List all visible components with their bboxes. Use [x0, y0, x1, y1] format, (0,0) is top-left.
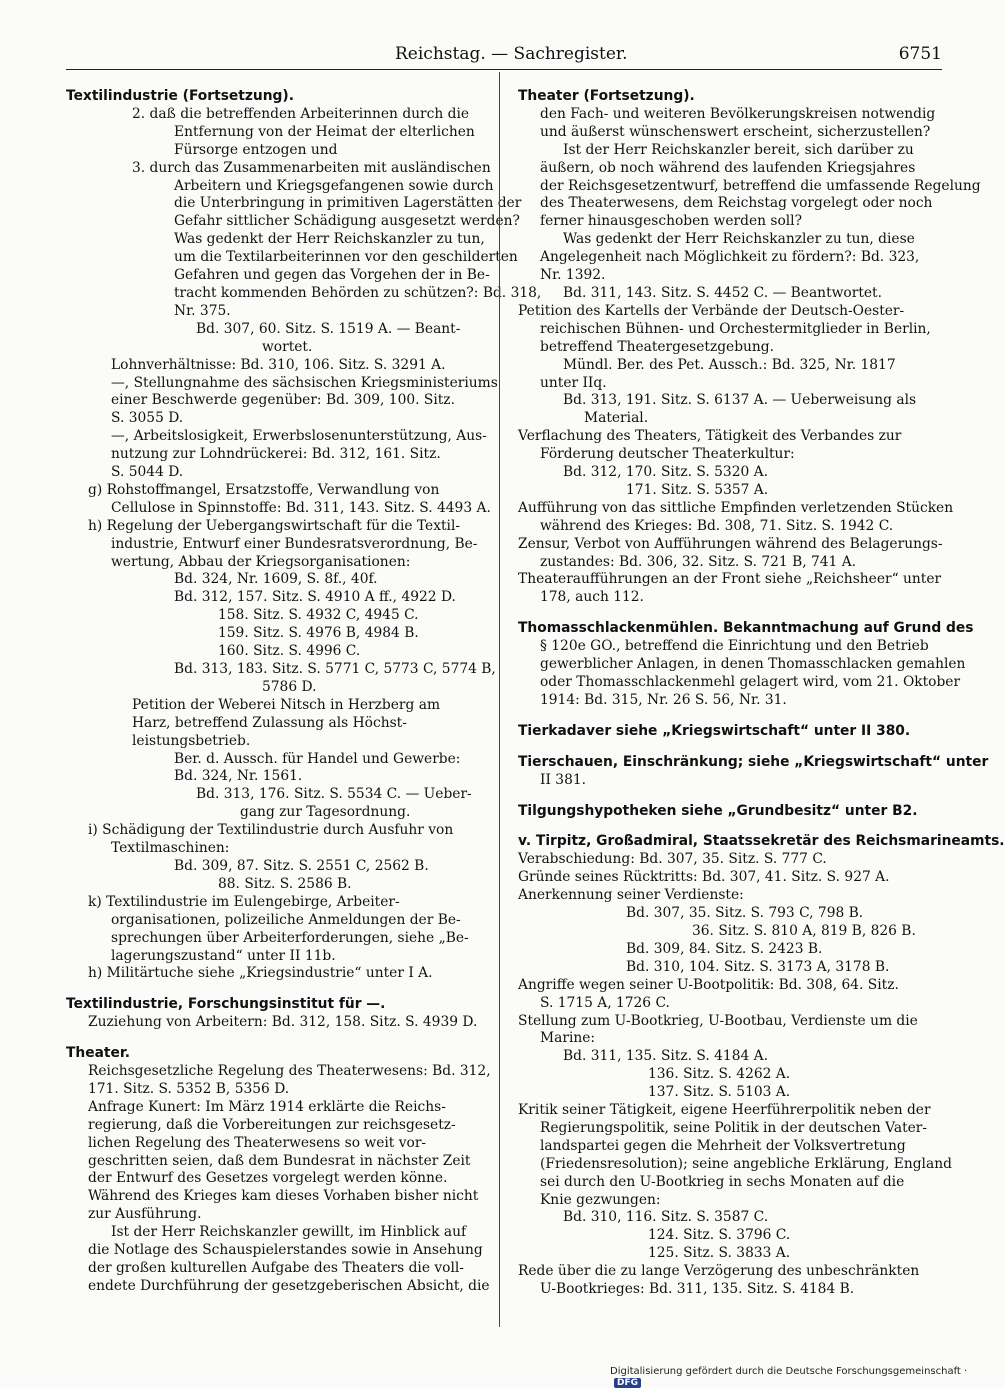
index-line: 124. Sitz. S. 3796 C. — [648, 1227, 791, 1244]
index-line: unter IIq. — [540, 374, 607, 391]
index-line: U-Bootkrieges: Bd. 311, 135. Sitz. S. 4184 B. — [540, 1281, 855, 1298]
index-line: Material. — [584, 410, 649, 427]
index-line: S. 3055 D. — [111, 410, 184, 427]
index-line: Rede über die zu lange Verzögerung des unbeschränkten — [518, 1263, 920, 1280]
index-line: 1914: Bd. 315, Nr. 26 S. 56, Nr. 31. — [540, 691, 787, 708]
index-line: Entfernung von der Heimat der elterlichen — [174, 123, 475, 140]
index-heading: Tierschauen, Einschränkung; siehe „Kriegswirtschaft“ unter — [518, 753, 989, 770]
left-column — [66, 88, 542, 1296]
entry-gap — [518, 710, 918, 723]
index-line: organisationen, polizeiliche Anmeldungen der Be- — [111, 911, 461, 928]
index-line: Kritik seiner Tätigkeit, eigene Heerführerpolitik neben der — [518, 1102, 931, 1119]
index-line: Was gedenkt der Herr Reichskanzler zu tun, — [174, 231, 485, 248]
index-line: den Fach- und weiteren Bevölkerungskreisen notwendig — [540, 105, 936, 122]
index-line: Knie gezwungen: — [540, 1191, 661, 1208]
footer — [610, 1366, 1000, 1388]
index-line: äußern, ob noch während des laufenden Kriegsjahres — [540, 159, 916, 176]
index-line: —, Stellungnahme des sächsischen Kriegsministeriums — [111, 374, 498, 391]
index-line: Nr. 375. — [174, 302, 231, 319]
index-line: nutzung zur Lohndrückerei: Bd. 312, 161. Sitz. — [111, 446, 441, 463]
index-line: regierung, daß die Vorbereitungen zur reichsgesetz- — [88, 1116, 456, 1133]
index-line: tracht kommenden Behörden zu schützen?: Bd. 318, — [174, 284, 542, 301]
index-line: die Unterbringung in primitiven Lagerstätten der — [174, 195, 522, 212]
index-line: Mündl. Ber. des Pet. Aussch.: Bd. 325, Nr. 1817 — [563, 356, 896, 373]
index-line: wertung, Abbau der Kriegsorganisationen: — [111, 553, 411, 570]
index-line: geschritten seien, daß dem Bundesrat in nächster Zeit — [88, 1152, 471, 1169]
index-line: Nr. 1392. — [540, 267, 606, 284]
index-line: Bd. 307, 35. Sitz. S. 793 C, 798 B. — [626, 905, 864, 922]
index-line: Bd. 310, 116. Sitz. S. 3587 C. — [563, 1209, 769, 1226]
index-line: und äußerst wünschenswert erscheint, sicherzustellen? — [540, 123, 931, 140]
index-line: während des Krieges: Bd. 308, 71. Sitz. S. 1942 C. — [540, 517, 894, 534]
index-line: Bd. 312, 157. Sitz. S. 4910 A ff., 4922 D. — [174, 589, 456, 606]
index-line: Ist der Herr Reichskanzler bereit, sich darüber zu — [563, 141, 914, 158]
index-line: Was gedenkt der Herr Reichskanzler zu tun, diese — [563, 231, 915, 248]
index-line: zur Ausführung. — [88, 1206, 202, 1223]
index-line: Bd. 313, 183. Sitz. S. 5771 C, 5773 C, 5774 B, — [174, 661, 496, 677]
index-line: Gründe seines Rücktritts: Bd. 307, 41. Sitz. S. 927 A. — [518, 869, 890, 886]
header-rule — [66, 69, 942, 70]
index-line: Reichsgesetzliche Regelung des Theaterwesens: Bd. 312, — [88, 1063, 491, 1080]
index-line: reichischen Bühnen- und Orchestermitglieder in Berlin, — [540, 320, 931, 337]
index-line: landspartei gegen die Mehrheit der Volksvertretung — [540, 1137, 906, 1154]
index-line: um die Textilarbeiterinnen vor den geschilderten — [174, 249, 518, 266]
index-line: 171. Sitz. S. 5357 A. — [626, 481, 769, 498]
index-line: Stellung zum U-Bootkrieg, U-Bootbau, Verdienste um die — [518, 1012, 918, 1029]
index-line: § 120e GO., betreffend die Einrichtung und den Betrieb — [540, 638, 929, 655]
index-line: 36. Sitz. S. 810 A, 819 B, 826 B. — [692, 922, 916, 939]
footer-text: Digitalisierung gefördert durch die Deutsche Forschungsgemeinschaft · — [610, 1366, 968, 1377]
index-line: 136. Sitz. S. 4262 A. — [648, 1066, 791, 1083]
index-line: ferner hinausgeschoben werden soll? — [540, 213, 802, 230]
index-line: zustandes: Bd. 306, 32. Sitz. S. 721 B, 741 A. — [540, 553, 857, 570]
index-line: S. 1715 A, 1726 C. — [540, 994, 670, 1011]
index-line: 3. durch das Zusammenarbeiten mit ausländischen — [132, 159, 491, 176]
index-line: 159. Sitz. S. 4976 B, 4984 B. — [218, 625, 419, 642]
index-line: h) Militärtuche siehe „Kriegsindustrie“ unter I A. — [88, 965, 433, 982]
index-line: Anerkennung seiner Verdienste: — [518, 887, 744, 904]
index-line: Fürsorge entzogen und — [174, 141, 338, 158]
index-line: Während des Krieges kam dieses Vorhaben bisher nicht — [88, 1188, 479, 1205]
index-line: g) Rohstoffmangel, Ersatzstoffe, Verwandlung von — [88, 481, 440, 498]
index-line: des Theaterwesens, dem Reichstag vorgelegt oder noch — [540, 195, 933, 212]
index-line: industrie, Entwurf einer Bundesratsverordnung, Be- — [111, 535, 478, 552]
index-line: der großen kulturellen Aufgabe des Theaters die voll- — [88, 1260, 464, 1276]
index-heading: Theater (Fortsetzung). — [518, 88, 695, 104]
index-line: II 381. — [540, 771, 587, 788]
entry-gap — [66, 1032, 486, 1045]
index-line: betreffend Theatergesetzgebung. — [540, 338, 775, 355]
index-line: Petition der Weberei Nitsch in Herzberg am — [132, 696, 441, 713]
index-line: lagerungszustand“ unter II 11b. — [111, 947, 336, 964]
index-line: oder Thomasschlackenmehl gelagert wird, vom 21. Oktober — [540, 674, 961, 690]
index-line: die Notlage des Schauspielerstandes sowie in Ansehung — [88, 1242, 483, 1259]
index-line: 125. Sitz. S. 3833 A. — [648, 1245, 791, 1262]
index-line: Regierungspolitik, seine Politik in der deutschen Vater- — [540, 1119, 928, 1136]
index-line: Harz, betreffend Zulassung als Höchst- — [132, 714, 407, 731]
entry-gap — [518, 790, 918, 803]
index-line: gewerblicher Anlagen, in denen Thomasschlacken gemahlen — [540, 656, 966, 673]
index-line: —, Arbeitslosigkeit, Erwerbslosenunterstützung, Aus- — [111, 428, 487, 445]
index-line: sprechungen über Arbeiterforderungen, siehe „Be- — [111, 929, 469, 946]
dfg-logo: DFG — [614, 1378, 641, 1388]
index-line: 2. daß die betreffenden Arbeiterinnen durch die — [132, 105, 470, 122]
index-line: 5786 D. — [262, 678, 317, 695]
running-title: Reichstag. — Sachregister. — [395, 44, 628, 64]
entry-gap — [518, 607, 918, 620]
index-line: Bd. 313, 176. Sitz. S. 5534 C. — Ueber- — [196, 786, 472, 803]
index-heading: Thomasschlackenmühlen. Bekanntmachung auf Grund des — [518, 620, 974, 637]
index-line: i) Schädigung der Textilindustrie durch Ausfuhr von — [88, 822, 454, 839]
index-line: k) Textilindustrie im Eulengebirge, Arbeiter- — [88, 893, 400, 910]
index-line: Förderung deutscher Theaterkultur: — [540, 446, 795, 463]
index-line: lichen Regelung des Theaterwesens so weit vor- — [88, 1134, 427, 1151]
index-line: Angelegenheit nach Möglichkeit zu fördern?: Bd. 323, — [540, 249, 920, 266]
index-line: 158. Sitz. S. 4932 C, 4945 C. — [218, 607, 419, 624]
index-line: 178, auch 112. — [540, 589, 644, 606]
index-line: (Friedensresolution); seine angebliche Erklärung, England — [540, 1155, 952, 1172]
index-line: der Reichsgesetzentwurf, betreffend die umfassende Regelung — [540, 177, 981, 194]
index-line: Zuziehung von Arbeitern: Bd. 312, 158. Sitz. S. 4939 D. — [88, 1014, 478, 1031]
index-line: Zensur, Verbot von Aufführungen während des Belagerungs- — [518, 535, 943, 552]
index-heading: v. Tirpitz, Großadmiral, Staatssekretär des Reichsmarineamts. — [518, 833, 1005, 850]
index-line: Bd. 311, 135. Sitz. S. 4184 A. — [563, 1048, 768, 1065]
index-line: Aufführung von das sittliche Empfinden verletzenden Stücken — [518, 499, 954, 516]
index-line: Petition des Kartells der Verbände der Deutsch-Oester- — [518, 302, 905, 319]
index-line: der Entwurf des Gesetzes vorgelegt werden könne. — [88, 1170, 448, 1187]
index-line: Bd. 311, 143. Sitz. S. 4452 C. — Beantwortet. — [563, 284, 882, 301]
index-line: Ber. d. Aussch. für Handel und Gewerbe: — [174, 750, 461, 767]
index-heading: Tilgungshypotheken siehe „Grundbesitz“ unter B2. — [518, 802, 918, 819]
index-heading: Theater. — [66, 1045, 130, 1062]
index-line: 171. Sitz. S. 5352 B, 5356 D. — [88, 1080, 290, 1097]
index-line: gang zur Tagesordnung. — [240, 804, 411, 821]
page-number: 6751 — [898, 44, 942, 64]
index-line: Verabschiedung: Bd. 307, 35. Sitz. S. 777 C. — [518, 851, 827, 868]
index-line: Ist der Herr Reichskanzler gewillt, im Hinblick auf — [111, 1224, 467, 1241]
index-line: Bd. 313, 191. Sitz. S. 6137 A. — Ueberweisung als — [563, 392, 917, 409]
index-line: Bd. 324, Nr. 1561. — [174, 768, 303, 785]
index-line: endete Durchführung der gesetzgeberischen Absicht, die — [88, 1277, 490, 1294]
index-line: 88. Sitz. S. 2586 B. — [218, 875, 352, 892]
index-line: Lohnverhältnisse: Bd. 310, 106. Sitz. S. 3291 A. — [111, 356, 446, 373]
index-line: Bd. 324, Nr. 1609, S. 8f., 40f. — [174, 571, 378, 588]
index-line: Bd. 307, 60. Sitz. S. 1519 A. — Beant- — [196, 320, 461, 337]
right-column — [518, 88, 1005, 1299]
index-line: Bd. 310, 104. Sitz. S. 3173 A, 3178 B. — [626, 958, 890, 975]
index-line: Marine: — [540, 1030, 596, 1047]
index-line: Theateraufführungen an der Front siehe „Reichsheer“ unter — [518, 571, 942, 588]
index-heading: Tierkadaver siehe „Kriegswirtschaft“ unter II 380. — [518, 722, 911, 739]
index-line: Anfrage Kunert: Im März 1914 erklärte die Reichs- — [88, 1098, 446, 1115]
index-line: Angriffe wegen seiner U-Bootpolitik: Bd. 308, 64. Sitz. — [518, 976, 899, 993]
index-line: sei durch den U-Bootkrieg in sechs Monaten auf die — [540, 1173, 905, 1190]
index-line: Textilmaschinen: — [111, 840, 230, 857]
index-line: Verflachung des Theaters, Tätigkeit des Verbandes zur — [518, 428, 902, 445]
index-line: Gefahr sittlicher Schädigung ausgesetzt werden? — [174, 213, 520, 230]
index-line: einer Beschwerde gegenüber: Bd. 309, 100. Sitz. — [111, 392, 455, 409]
entry-gap — [518, 820, 918, 833]
index-line: Gefahren und gegen das Vorgehen der in Be- — [174, 267, 490, 284]
entry-gap — [66, 983, 486, 996]
index-line: Bd. 309, 87. Sitz. S. 2551 C, 2562 B. — [174, 857, 429, 874]
index-heading: Textilindustrie, Forschungsinstitut für —. — [66, 996, 386, 1013]
index-heading: Textilindustrie (Fortsetzung). — [66, 88, 294, 104]
index-line: Cellulose in Spinnstoffe: Bd. 311, 143. Sitz. S. 4493 A. — [111, 499, 491, 516]
page-header — [0, 44, 1000, 68]
index-line: Arbeitern und Kriegsgefangenen sowie durch — [174, 177, 494, 194]
index-line: 137. Sitz. S. 5103 A. — [648, 1084, 791, 1101]
index-line: h) Regelung der Uebergangswirtschaft für die Textil- — [88, 517, 461, 534]
index-line: 160. Sitz. S. 4996 C. — [218, 643, 361, 660]
column-divider — [499, 72, 500, 1327]
index-line: wortet. — [262, 338, 313, 355]
entry-gap — [518, 741, 918, 754]
index-line: leistungsbetrieb. — [132, 732, 251, 749]
index-line: Bd. 312, 170. Sitz. S. 5320 A. — [563, 464, 768, 481]
index-line: S. 5044 D. — [111, 464, 184, 481]
index-line: Bd. 309, 84. Sitz. S. 2423 B. — [626, 940, 823, 957]
